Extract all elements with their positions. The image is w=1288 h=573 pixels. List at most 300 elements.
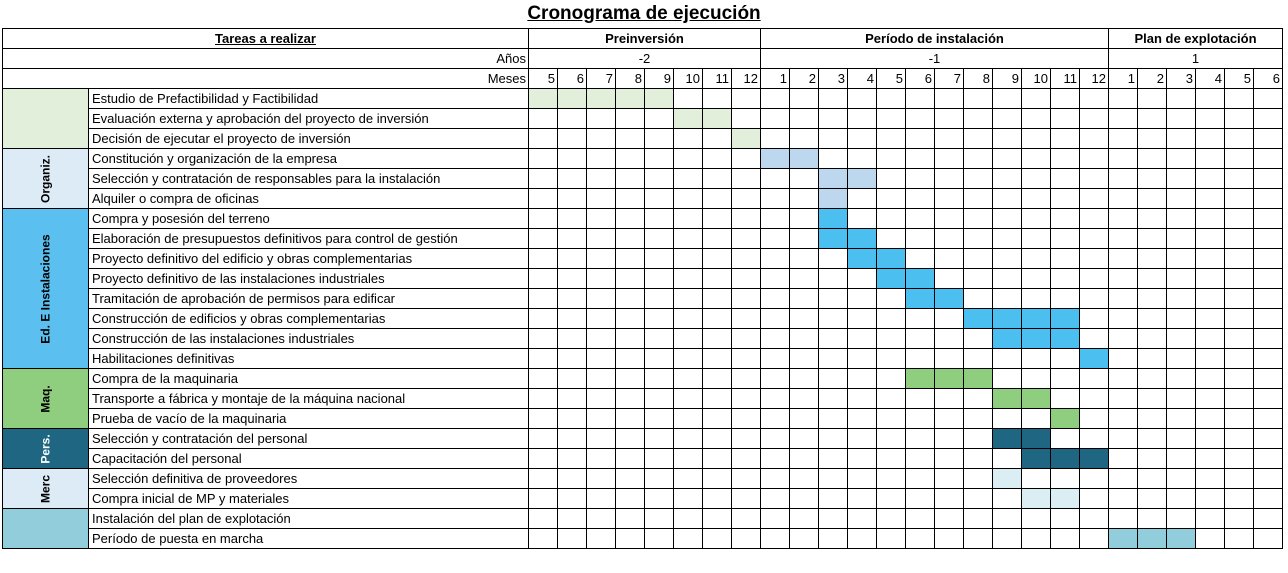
schedule-cell [1225, 529, 1254, 549]
schedule-cell [1225, 289, 1254, 309]
schedule-cell [1051, 249, 1080, 269]
schedule-cell [993, 349, 1022, 369]
schedule-cell [877, 89, 906, 109]
schedule-cell [1138, 89, 1167, 109]
schedule-cell [819, 229, 848, 249]
schedule-cell [529, 189, 558, 209]
schedule-cell [1254, 109, 1283, 129]
schedule-cell [848, 369, 877, 389]
schedule-cell [1051, 109, 1080, 129]
schedule-cell [906, 489, 935, 509]
schedule-cell [558, 429, 587, 449]
schedule-cell [1051, 169, 1080, 189]
task-name: Construcción de edificios y obras complementarias [89, 309, 529, 329]
schedule-cell [1022, 289, 1051, 309]
schedule-cell [1022, 449, 1051, 469]
schedule-cell [1080, 509, 1109, 529]
schedule-cell [790, 129, 819, 149]
schedule-cell [1051, 289, 1080, 309]
month-cell: 3 [1167, 69, 1196, 89]
schedule-cell [877, 349, 906, 369]
schedule-cell [1167, 149, 1196, 169]
schedule-cell [877, 189, 906, 209]
schedule-cell [1022, 189, 1051, 209]
task-name: Selección y contratación del personal [89, 429, 529, 449]
schedule-cell [848, 189, 877, 209]
schedule-cell [1109, 329, 1138, 349]
page-title: Cronograma de ejecución [527, 3, 761, 24]
schedule-cell [790, 149, 819, 169]
schedule-cell [645, 269, 674, 289]
schedule-cell [877, 109, 906, 129]
schedule-cell [1051, 149, 1080, 169]
schedule-cell [1051, 449, 1080, 469]
schedule-cell [1022, 529, 1051, 549]
schedule-cell [587, 349, 616, 369]
schedule-cell [819, 209, 848, 229]
schedule-cell [906, 469, 935, 489]
schedule-cell [761, 409, 790, 429]
schedule-cell [645, 89, 674, 109]
schedule-cell [1196, 209, 1225, 229]
schedule-cell [993, 489, 1022, 509]
schedule-cell [529, 429, 558, 449]
schedule-cell [732, 329, 761, 349]
schedule-cell [877, 469, 906, 489]
schedule-cell [1167, 489, 1196, 509]
schedule-cell [587, 509, 616, 529]
gantt-table [2, 28, 1283, 549]
schedule-cell [848, 229, 877, 249]
schedule-cell [906, 149, 935, 169]
schedule-cell [819, 129, 848, 149]
schedule-cell [1254, 249, 1283, 269]
schedule-cell [993, 169, 1022, 189]
schedule-cell [1109, 229, 1138, 249]
schedule-cell [761, 469, 790, 489]
schedule-cell [1051, 129, 1080, 149]
schedule-cell [964, 269, 993, 289]
schedule-cell [1080, 249, 1109, 269]
schedule-cell [1254, 469, 1283, 489]
schedule-cell [993, 529, 1022, 549]
schedule-cell [732, 289, 761, 309]
schedule-cell [877, 309, 906, 329]
schedule-cell [877, 269, 906, 289]
schedule-cell [1080, 169, 1109, 189]
task-name: Prueba de vacío de la maquinaria [89, 409, 529, 429]
schedule-cell [732, 309, 761, 329]
schedule-cell [1109, 169, 1138, 189]
schedule-cell [732, 189, 761, 209]
schedule-cell [1022, 429, 1051, 449]
schedule-cell [1051, 509, 1080, 529]
schedule-cell [819, 349, 848, 369]
schedule-cell [1254, 289, 1283, 309]
schedule-cell [819, 169, 848, 189]
schedule-cell [906, 429, 935, 449]
schedule-cell [761, 449, 790, 469]
task-row [3, 249, 1283, 269]
schedule-cell [790, 349, 819, 369]
schedule-cell [1225, 469, 1254, 489]
tasks-header: Tareas a realizar [3, 29, 529, 49]
schedule-cell [993, 209, 1022, 229]
month-cell: 1 [1109, 69, 1138, 89]
schedule-cell [790, 489, 819, 509]
month-cell: 6 [558, 69, 587, 89]
schedule-cell [558, 189, 587, 209]
schedule-cell [906, 329, 935, 349]
schedule-cell [558, 449, 587, 469]
task-row [3, 149, 1283, 169]
task-name: Constitución y organización de la empresa [89, 149, 529, 169]
schedule-cell [1225, 109, 1254, 129]
schedule-cell [1167, 109, 1196, 129]
schedule-cell [1109, 349, 1138, 369]
schedule-cell [1167, 229, 1196, 249]
schedule-cell [1051, 89, 1080, 109]
schedule-cell [906, 269, 935, 289]
schedule-cell [848, 109, 877, 129]
schedule-cell [761, 249, 790, 269]
schedule-cell [1080, 449, 1109, 469]
schedule-cell [1196, 269, 1225, 289]
schedule-cell [790, 369, 819, 389]
schedule-cell [964, 509, 993, 529]
schedule-cell [848, 289, 877, 309]
schedule-cell [674, 489, 703, 509]
schedule-cell [1138, 249, 1167, 269]
schedule-cell [674, 229, 703, 249]
schedule-cell [848, 449, 877, 469]
schedule-cell [1196, 409, 1225, 429]
task-row [3, 509, 1283, 529]
schedule-cell [1109, 129, 1138, 149]
schedule-cell [1196, 469, 1225, 489]
group-label: Pers. [38, 433, 52, 464]
schedule-cell [819, 269, 848, 289]
schedule-cell [1138, 329, 1167, 349]
schedule-cell [645, 469, 674, 489]
schedule-cell [732, 369, 761, 389]
schedule-cell [964, 409, 993, 429]
schedule-cell [1138, 469, 1167, 489]
schedule-cell [645, 129, 674, 149]
schedule-cell [906, 89, 935, 109]
schedule-cell [703, 209, 732, 229]
schedule-cell [848, 309, 877, 329]
task-name: Elaboración de presupuestos definitivos para control de gestión [89, 229, 529, 249]
task-row [3, 389, 1283, 409]
schedule-cell [1109, 469, 1138, 489]
schedule-cell [1109, 309, 1138, 329]
schedule-cell [935, 409, 964, 429]
schedule-cell [935, 249, 964, 269]
schedule-cell [1254, 229, 1283, 249]
schedule-cell [819, 529, 848, 549]
schedule-cell [703, 189, 732, 209]
schedule-cell [1080, 469, 1109, 489]
schedule-cell [674, 389, 703, 409]
schedule-cell [761, 529, 790, 549]
schedule-cell [529, 289, 558, 309]
schedule-cell [935, 169, 964, 189]
schedule-cell [819, 149, 848, 169]
schedule-cell [964, 349, 993, 369]
schedule-cell [848, 409, 877, 429]
schedule-cell [1022, 209, 1051, 229]
schedule-cell [558, 129, 587, 149]
schedule-cell [616, 369, 645, 389]
schedule-cell [732, 229, 761, 249]
schedule-cell [1109, 369, 1138, 389]
schedule-cell [703, 529, 732, 549]
schedule-cell [1051, 529, 1080, 549]
schedule-cell [645, 329, 674, 349]
schedule-cell [790, 109, 819, 129]
schedule-cell [761, 209, 790, 229]
schedule-cell [645, 489, 674, 509]
schedule-cell [703, 349, 732, 369]
schedule-cell [558, 369, 587, 389]
schedule-cell [993, 89, 1022, 109]
schedule-cell [1138, 389, 1167, 409]
schedule-cell [1022, 369, 1051, 389]
schedule-cell [1051, 349, 1080, 369]
schedule-cell [587, 249, 616, 269]
schedule-cell [848, 269, 877, 289]
schedule-cell [674, 309, 703, 329]
schedule-cell [1196, 129, 1225, 149]
schedule-cell [732, 349, 761, 369]
schedule-cell [529, 369, 558, 389]
schedule-cell [790, 529, 819, 549]
schedule-cell [703, 149, 732, 169]
schedule-cell [1109, 209, 1138, 229]
schedule-cell [1254, 389, 1283, 409]
schedule-cell [877, 489, 906, 509]
schedule-cell [964, 189, 993, 209]
schedule-cell [1022, 129, 1051, 149]
month-cell: 8 [616, 69, 645, 89]
schedule-cell [1167, 429, 1196, 449]
schedule-cell [761, 489, 790, 509]
task-row [3, 449, 1283, 469]
month-cell: 8 [964, 69, 993, 89]
schedule-cell [993, 429, 1022, 449]
schedule-cell [848, 129, 877, 149]
schedule-cell [1225, 309, 1254, 329]
group-label-cell [3, 209, 89, 369]
schedule-cell [1225, 169, 1254, 189]
task-row [3, 409, 1283, 429]
schedule-cell [790, 449, 819, 469]
schedule-cell [674, 269, 703, 289]
schedule-cell [616, 229, 645, 249]
schedule-cell [935, 189, 964, 209]
schedule-cell [1254, 369, 1283, 389]
schedule-cell [645, 429, 674, 449]
schedule-cell [790, 329, 819, 349]
schedule-cell [1167, 529, 1196, 549]
task-name: Compra de la maquinaria [89, 369, 529, 389]
schedule-cell [732, 429, 761, 449]
schedule-cell [1196, 149, 1225, 169]
schedule-cell [616, 309, 645, 329]
schedule-cell [587, 469, 616, 489]
years-label: Años [3, 49, 529, 69]
schedule-cell [558, 269, 587, 289]
schedule-cell [819, 249, 848, 269]
schedule-cell [1225, 349, 1254, 369]
schedule-cell [993, 289, 1022, 309]
schedule-cell [587, 109, 616, 129]
schedule-cell [587, 389, 616, 409]
schedule-cell [761, 129, 790, 149]
schedule-cell [674, 509, 703, 529]
schedule-cell [616, 89, 645, 109]
schedule-cell [819, 109, 848, 129]
schedule-cell [819, 489, 848, 509]
schedule-cell [1138, 269, 1167, 289]
year-cell: 1 [1109, 49, 1283, 69]
schedule-cell [790, 169, 819, 189]
schedule-cell [1167, 249, 1196, 269]
schedule-cell [1138, 169, 1167, 189]
schedule-cell [935, 269, 964, 289]
schedule-cell [906, 169, 935, 189]
schedule-cell [732, 149, 761, 169]
schedule-cell [935, 509, 964, 529]
task-name: Período de puesta en marcha [89, 529, 529, 549]
schedule-cell [645, 449, 674, 469]
schedule-cell [1080, 309, 1109, 329]
schedule-cell [906, 289, 935, 309]
schedule-cell [1254, 409, 1283, 429]
schedule-cell [587, 529, 616, 549]
schedule-cell [1022, 509, 1051, 529]
schedule-cell [877, 529, 906, 549]
task-name: Proyecto definitivo de las instalaciones industriales [89, 269, 529, 289]
schedule-cell [1167, 309, 1196, 329]
task-row [3, 369, 1283, 389]
month-cell: 1 [761, 69, 790, 89]
schedule-cell [616, 109, 645, 129]
schedule-cell [964, 429, 993, 449]
schedule-cell [1080, 489, 1109, 509]
schedule-cell [1109, 189, 1138, 209]
schedule-cell [616, 469, 645, 489]
schedule-cell [993, 449, 1022, 469]
task-row [3, 309, 1283, 329]
task-name: Compra y posesión del terreno [89, 209, 529, 229]
schedule-cell [587, 309, 616, 329]
task-name: Alquiler o compra de oficinas [89, 189, 529, 209]
schedule-cell [1022, 409, 1051, 429]
schedule-cell [529, 529, 558, 549]
schedule-cell [906, 209, 935, 229]
schedule-cell [906, 349, 935, 369]
month-cell: 3 [819, 69, 848, 89]
schedule-cell [529, 109, 558, 129]
schedule-cell [1254, 509, 1283, 529]
schedule-cell [674, 169, 703, 189]
schedule-cell [529, 209, 558, 229]
schedule-cell [1254, 489, 1283, 509]
schedule-cell [1138, 369, 1167, 389]
schedule-cell [703, 229, 732, 249]
schedule-cell [674, 529, 703, 549]
schedule-cell [529, 249, 558, 269]
schedule-cell [1080, 389, 1109, 409]
schedule-cell [529, 489, 558, 509]
schedule-cell [1109, 109, 1138, 129]
schedule-cell [1225, 389, 1254, 409]
schedule-cell [761, 509, 790, 529]
schedule-cell [732, 469, 761, 489]
schedule-cell [674, 469, 703, 489]
schedule-cell [645, 289, 674, 309]
schedule-cell [1254, 89, 1283, 109]
schedule-cell [1225, 229, 1254, 249]
schedule-cell [819, 369, 848, 389]
schedule-cell [645, 109, 674, 129]
schedule-cell [1022, 149, 1051, 169]
schedule-cell [761, 369, 790, 389]
schedule-cell [790, 249, 819, 269]
schedule-cell [1051, 389, 1080, 409]
schedule-cell [964, 109, 993, 129]
month-cell: 11 [703, 69, 732, 89]
schedule-cell [703, 469, 732, 489]
schedule-cell [558, 109, 587, 129]
schedule-cell [1167, 469, 1196, 489]
schedule-cell [616, 429, 645, 449]
schedule-cell [790, 289, 819, 309]
schedule-cell [1196, 489, 1225, 509]
month-cell: 2 [1138, 69, 1167, 89]
schedule-cell [1109, 89, 1138, 109]
schedule-cell [877, 209, 906, 229]
task-row [3, 229, 1283, 249]
schedule-cell [529, 129, 558, 149]
schedule-cell [645, 409, 674, 429]
schedule-cell [529, 269, 558, 289]
schedule-cell [703, 449, 732, 469]
schedule-cell [964, 229, 993, 249]
schedule-cell [964, 329, 993, 349]
schedule-cell [732, 109, 761, 129]
schedule-cell [703, 89, 732, 109]
schedule-cell [1022, 489, 1051, 509]
schedule-cell [1225, 449, 1254, 469]
schedule-cell [1167, 189, 1196, 209]
schedule-cell [1080, 89, 1109, 109]
schedule-cell [645, 349, 674, 369]
schedule-cell [732, 169, 761, 189]
schedule-cell [848, 469, 877, 489]
schedule-cell [529, 509, 558, 529]
schedule-cell [1138, 509, 1167, 529]
schedule-cell [1109, 509, 1138, 529]
schedule-cell [1109, 529, 1138, 549]
schedule-cell [964, 529, 993, 549]
schedule-cell [1196, 429, 1225, 449]
task-name: Selección definitiva de proveedores [89, 469, 529, 489]
schedule-cell [1254, 449, 1283, 469]
schedule-cell [819, 449, 848, 469]
